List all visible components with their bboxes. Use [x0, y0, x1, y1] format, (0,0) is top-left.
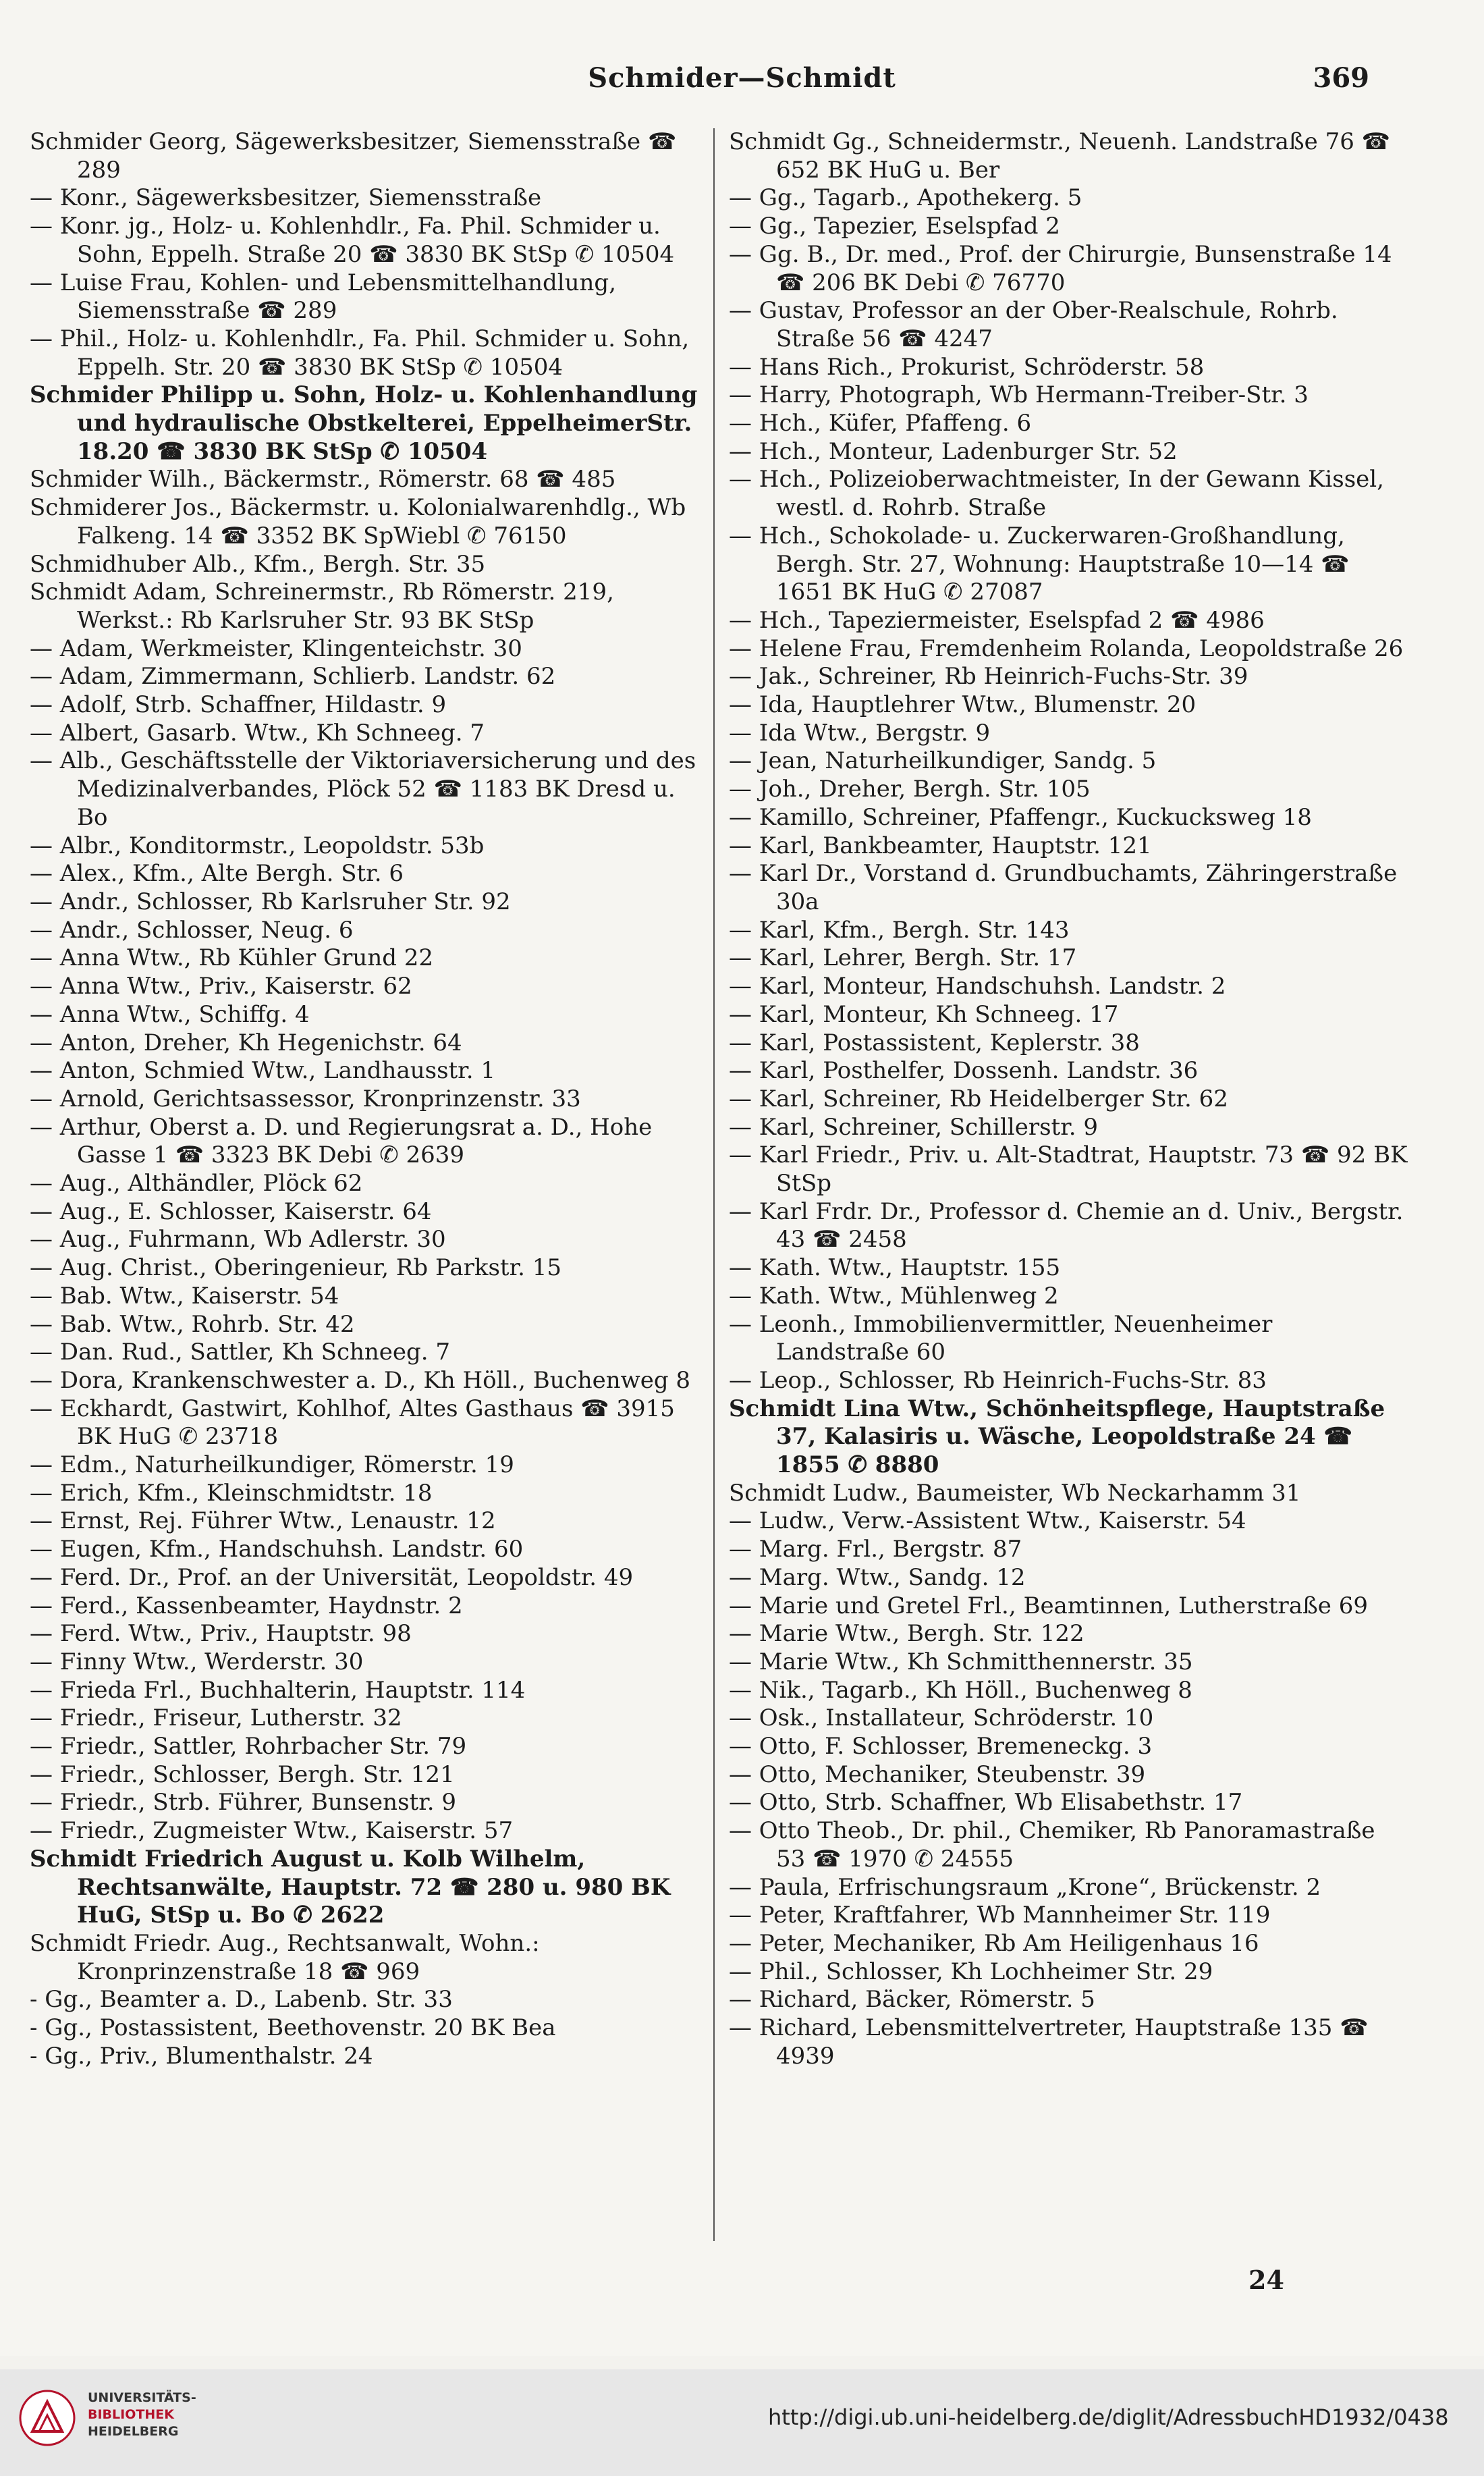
directory-entry: — Marg. Frl., Bergstr. 87	[729, 1536, 1022, 1563]
directory-entry: — Albr., Konditormstr., Leopoldstr. 53b	[30, 832, 485, 859]
directory-entry: Schmiderer Jos., Bäckermstr. u. Kolonialwarenhdlg., Wb Falkeng. 14 ☎ 3352 BK SpWiebl ✆ 76150	[30, 494, 686, 549]
running-head	[0, 62, 1484, 103]
directory-entry: — Aug., Althändler, Plöck 62	[30, 1170, 363, 1197]
directory-entry: — Otto, Strb. Schaffner, Wb Elisabethstr. 17	[729, 1789, 1243, 1816]
directory-entry: — Adam, Zimmermann, Schlierb. Landstr. 62	[30, 663, 556, 691]
directory-entry: — Luise Frau, Kohlen- und Lebensmittelhandlung, Siemensstraße ☎ 289	[30, 269, 617, 325]
directory-entry: — Richard, Lebensmittelvertreter, Hauptstraße 135 ☎ 4939	[729, 2014, 1369, 2070]
directory-entry: Schmidhuber Alb., Kfm., Bergh. Str. 35	[30, 550, 486, 578]
directory-entry: — Aug., Fuhrmann, Wb Adlerstr. 30	[30, 1226, 446, 1254]
directory-entry: — Gg., Tapezier, Eselspfad 2	[729, 213, 1060, 240]
directory-entry: — Otto, F. Schlosser, Bremeneckg. 3	[729, 1733, 1153, 1760]
directory-entry: Schmidt Lina Wtw., Schönheitspflege, Hauptstraße 37, Kalasiris u. Wäsche, Leopoldstraße 24 ☎ 1855 ✆ 8880	[729, 1395, 1385, 1479]
directory-entry: — Karl Frdr. Dr., Professor d. Chemie an d. Univ., Bergstr. 43 ☎ 2458	[729, 1197, 1404, 1254]
directory-entry: — Kath. Wtw., Hauptstr. 155	[729, 1254, 1061, 1282]
directory-entry: — Karl, Postassistent, Keplerstr. 38	[729, 1029, 1140, 1056]
directory-entry: — Karl, Schreiner, Schillerstr. 9	[729, 1113, 1098, 1141]
directory-entry: — Gg., Tagarb., Apothekerg. 5	[729, 184, 1082, 212]
directory-entry: — Harry, Photograph, Wb Hermann-Treiber-Str. 3	[729, 381, 1309, 409]
directory-entry: — Bab. Wtw., Rohrb. Str. 42	[30, 1310, 355, 1338]
left-column	[30, 128, 711, 2071]
directory-entry: — Peter, Mechaniker, Rb Am Heiligenhaus 16	[729, 1930, 1259, 1957]
directory-entry: Schmidt Ludw., Baumeister, Wb Neckarhamm 31	[729, 1479, 1301, 1507]
directory-entry: — Hch., Monteur, Ladenburger Str. 52	[729, 437, 1178, 465]
directory-entry: — Hch., Küfer, Pfaffeng. 6	[729, 410, 1032, 437]
directory-entry: Schmidt Friedr. Aug., Rechtsanwalt, Wohn.: Kronprinzenstraße 18 ☎ 969	[30, 1930, 540, 1985]
directory-entry: — Aug. Christ., Oberingenieur, Rb Parkstr. 15	[30, 1254, 561, 1282]
directory-entry: — Bab. Wtw., Kaiserstr. 54	[30, 1282, 339, 1310]
directory-entry: — Aug., E. Schlosser, Kaiserstr. 64	[30, 1197, 432, 1225]
directory-entry: — Ludw., Verw.-Assistent Wtw., Kaiserstr. 54	[729, 1507, 1246, 1535]
directory-entry: — Ferd. Dr., Prof. an der Universität, Leopoldstr. 49	[30, 1563, 634, 1591]
directory-entry: — Marie Wtw., Bergh. Str. 122	[729, 1620, 1084, 1648]
directory-entry: — Joh., Dreher, Bergh. Str. 105	[729, 776, 1091, 803]
directory-entry: — Richard, Bäcker, Römerstr. 5	[729, 1986, 1095, 2014]
directory-entry: — Hch., Schokolade- u. Zuckerwaren-Großhandlung, Bergh. Str. 27, Wohnung: Hauptstraße 10—14 ☎ 1651 BK HuG ✆ 27087	[729, 522, 1350, 606]
directory-entry: — Kamillo, Schreiner, Pfaffengr., Kuckucksweg 18	[729, 803, 1312, 831]
directory-entry: Schmidt Gg., Schneidermstr., Neuenh. Landstraße 76 ☎ 652 BK HuG u. Ber	[729, 128, 1390, 184]
right-column	[729, 128, 1410, 2071]
directory-entry: — Alb., Geschäftsstelle der Viktoriaversicherung und des Medizinalverbandes, Plöck 52 ☎ 1183 BK Dresd u. Bo	[30, 747, 696, 831]
directory-entry: — Friedr., Friseur, Lutherstr. 32	[30, 1704, 402, 1732]
source-url-link[interactable]: http://digi.ub.uni-heidelberg.de/diglit/AdressbuchHD1932/0438	[768, 2404, 1449, 2430]
directory-entry: — Jean, Naturheilkundiger, Sandg. 5	[729, 747, 1157, 775]
directory-entry: — Konr., Sägewerksbesitzer, Siemensstraße	[30, 184, 542, 212]
directory-entry: — Karl Dr., Vorstand d. Grundbuchamts, Zähringerstraße 30a	[729, 860, 1398, 915]
directory-entry: — Karl, Bankbeamter, Hauptstr. 121	[729, 832, 1152, 859]
directory-entry: - Gg., Priv., Blumenthalstr. 24	[30, 2042, 373, 2070]
directory-entry: — Friedr., Zugmeister Wtw., Kaiserstr. 57	[30, 1817, 514, 1845]
directory-entry: — Gustav, Professor an der Ober-Realschule, Rohrb. Straße 56 ☎ 4247	[729, 297, 1338, 352]
directory-entry: — Friedr., Strb. Führer, Bunsenstr. 9	[30, 1789, 456, 1816]
page-number: 369	[1313, 62, 1369, 94]
directory-entry: — Ida, Hauptlehrer Wtw., Blumenstr. 20	[729, 691, 1197, 719]
directory-entry: — Ferd. Wtw., Priv., Hauptstr. 98	[30, 1620, 412, 1648]
directory-entry: — Karl, Monteur, Handschuhsh. Landstr. 2	[729, 973, 1226, 1000]
directory-entry: Schmider Philipp u. Sohn, Holz- u. Kohlenhandlung und hydraulische Obstkelterei, EppelheimerStr. 18.20 ☎ 3830 BK StSp ✆ 10504	[30, 381, 698, 465]
directory-entry: Schmider Georg, Sägewerksbesitzer, Siemensstraße ☎ 289	[30, 128, 677, 184]
directory-entry: — Otto, Mechaniker, Steubenstr. 39	[729, 1760, 1146, 1788]
directory-entry: — Hans Rich., Prokurist, Schröderstr. 58	[729, 353, 1205, 381]
directory-entry: — Ida Wtw., Bergstr. 9	[729, 719, 991, 747]
footer-bar	[0, 2369, 1484, 2476]
directory-entry: — Karl Friedr., Priv. u. Alt-Stadtrat, Hauptstr. 73 ☎ 92 BK StSp	[729, 1141, 1408, 1197]
directory-entry: — Leonh., Immobilienvermittler, Neuenheimer Landstraße 60	[729, 1310, 1273, 1366]
directory-entry: — Anna Wtw., Schiffg. 4	[30, 1000, 310, 1028]
library-line-1: UNIVERSITÄTS-	[88, 2390, 196, 2405]
directory-entry: - Gg., Postassistent, Beethovenstr. 20 BK Bea	[30, 2014, 556, 2042]
directory-entry: — Frieda Frl., Buchhalterin, Hauptstr. 114	[30, 1676, 526, 1704]
directory-entry: — Hch., Polizeioberwachtmeister, In der Gewann Kissel, westl. d. Rohrb. Straße	[729, 466, 1384, 522]
directory-entry: Schmider Wilh., Bäckermstr., Römerstr. 68 ☎ 485	[30, 466, 616, 493]
directory-entry: — Edm., Naturheilkundiger, Römerstr. 19	[30, 1451, 514, 1479]
directory-entry: — Arnold, Gerichtsassessor, Kronprinzenstr. 33	[30, 1085, 581, 1112]
directory-entry: — Helene Frau, Fremdenheim Rolanda, Leopoldstraße 26	[729, 635, 1404, 662]
directory-entry: — Erich, Kfm., Kleinschmidtstr. 18	[30, 1479, 433, 1507]
directory-entry: — Anton, Dreher, Kh Hegenichstr. 64	[30, 1029, 462, 1056]
directory-entry: — Adolf, Strb. Schaffner, Hildastr. 9	[30, 691, 447, 719]
directory-entry: — Andr., Schlosser, Neug. 6	[30, 916, 354, 944]
directory-entry: - Gg., Beamter a. D., Labenb. Str. 33	[30, 1986, 453, 2014]
directory-entry: — Ernst, Rej. Führer Wtw., Lenaustr. 12	[30, 1507, 496, 1535]
column-divider	[713, 128, 715, 2241]
directory-entry: — Finny Wtw., Werderstr. 30	[30, 1648, 364, 1675]
directory-entry: — Alex., Kfm., Alte Bergh. Str. 6	[30, 860, 404, 888]
directory-entry: — Hch., Tapeziermeister, Eselspfad 2 ☎ 4986	[729, 606, 1265, 634]
university-library-logo-icon	[19, 2390, 76, 2446]
library-line-3: HEIDELBERG	[88, 2424, 179, 2439]
directory-entry: — Phil., Holz- u. Kohlenhdlr., Fa. Phil. Schmider u. Sohn, Eppelh. Str. 20 ☎ 3830 BK StSp ✆ 10504	[30, 325, 690, 381]
directory-entry: — Albert, Gasarb. Wtw., Kh Schneeg. 7	[30, 719, 485, 747]
directory-entry: — Karl, Posthelfer, Dossenh. Landstr. 36	[729, 1057, 1199, 1085]
directory-entry: — Karl, Lehrer, Bergh. Str. 17	[729, 944, 1077, 972]
library-name	[88, 2390, 196, 2440]
directory-entry: — Jak., Schreiner, Rb Heinrich-Fuchs-Str. 39	[729, 663, 1248, 691]
directory-entry: — Marie Wtw., Kh Schmitthennerstr. 35	[729, 1648, 1193, 1675]
directory-entry: — Andr., Schlosser, Rb Karlsruher Str. 92	[30, 888, 511, 915]
directory-entry: — Arthur, Oberst a. D. und Regierungsrat a. D., Hohe Gasse 1 ☎ 3323 BK Debi ✆ 2639	[30, 1113, 653, 1169]
directory-entry: — Friedr., Schlosser, Bergh. Str. 121	[30, 1760, 455, 1788]
directory-entry: — Anton, Schmied Wtw., Landhausstr. 1	[30, 1057, 495, 1085]
directory-entry: — Karl, Monteur, Kh Schneeg. 17	[729, 1000, 1119, 1028]
directory-entry: — Eugen, Kfm., Handschuhsh. Landstr. 60	[30, 1536, 524, 1563]
directory-entry: — Kath. Wtw., Mühlenweg 2	[729, 1282, 1059, 1310]
directory-entry: — Karl, Schreiner, Rb Heidelberger Str. 62	[729, 1085, 1228, 1112]
directory-entry: — Friedr., Sattler, Rohrbacher Str. 79	[30, 1733, 467, 1760]
directory-entry: — Konr. jg., Holz- u. Kohlenhdlr., Fa. Phil. Schmider u. Sohn, Eppelh. Straße 20 ☎ 3830 BK StSp ✆ 10504	[30, 213, 675, 268]
directory-entry: Schmidt Adam, Schreinermstr., Rb Römerstr. 219, Werkst.: Rb Karlsruher Str. 93 BK StSp	[30, 578, 614, 634]
directory-entry: — Eckhardt, Gastwirt, Kohlhof, Altes Gasthaus ☎ 3915 BK HuG ✆ 23718	[30, 1395, 675, 1451]
directory-entry: — Peter, Kraftfahrer, Wb Mannheimer Str. 119	[729, 1902, 1271, 1929]
signature-mark: 24	[1248, 2265, 1284, 2295]
directory-entry: — Marg. Wtw., Sandg. 12	[729, 1563, 1026, 1591]
directory-entry: — Dan. Rud., Sattler, Kh Schneeg. 7	[30, 1339, 451, 1366]
directory-entry: — Phil., Schlosser, Kh Lochheimer Str. 29	[729, 1958, 1213, 1985]
directory-entry: — Karl, Kfm., Bergh. Str. 143	[729, 916, 1070, 944]
directory-entry: — Ferd., Kassenbeamter, Haydnstr. 2	[30, 1592, 463, 1619]
directory-entry: — Nik., Tagarb., Kh Höll., Buchenweg 8	[729, 1676, 1192, 1704]
directory-entry: — Anna Wtw., Rb Kühler Grund 22	[30, 944, 434, 972]
directory-entry: — Leop., Schlosser, Rb Heinrich-Fuchs-Str. 83	[729, 1366, 1267, 1394]
directory-entry: — Osk., Installateur, Schröderstr. 10	[729, 1704, 1154, 1732]
directory-entry: — Paula, Erfrischungsraum „Krone“, Brückenstr. 2	[729, 1873, 1321, 1901]
directory-entry: — Otto Theob., Dr. phil., Chemiker, Rb Panoramastraße 53 ☎ 1970 ✆ 24555	[729, 1817, 1375, 1873]
directory-entry: — Gg. B., Dr. med., Prof. der Chirurgie, Bunsenstraße 14 ☎ 206 BK Debi ✆ 76770	[729, 240, 1392, 296]
library-line-2: BIBLIOTHEK	[88, 2407, 174, 2422]
page-title: Schmider—Schmidt	[588, 62, 896, 94]
directory-entry: — Marie und Gretel Frl., Beamtinnen, Lutherstraße 69	[729, 1592, 1368, 1619]
directory-entry: Schmidt Friedrich August u. Kolb Wilhelm, Rechtsanwälte, Hauptstr. 72 ☎ 280 u. 980 BK HuG, StSp u. Bo ✆ 2622	[30, 1845, 671, 1929]
directory-entry: — Adam, Werkmeister, Klingenteichstr. 30	[30, 635, 522, 662]
directory-entry: — Anna Wtw., Priv., Kaiserstr. 62	[30, 973, 412, 1000]
directory-entry: — Dora, Krankenschwester a. D., Kh Höll., Buchenweg 8	[30, 1366, 691, 1394]
